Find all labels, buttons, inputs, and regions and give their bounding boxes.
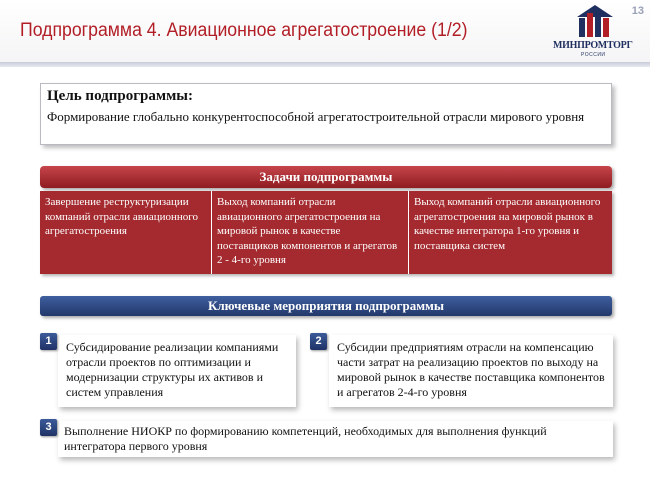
slide-title: Подпрограмма 4. Авиационное агрегатостроение (1/2)	[20, 20, 468, 41]
goal-title: Цель подпрограммы:	[47, 88, 194, 104]
ministry-logo	[553, 3, 633, 63]
page-number: 13	[631, 5, 644, 17]
slide-header	[0, 0, 650, 66]
logo-text: МИНПРОМТОРГ	[553, 40, 633, 51]
measure-card	[329, 335, 613, 407]
measure-text: Субсидирование реализации компаниями отрасли проектов по оптимизации и модернизации структуры их активов и систем управления	[66, 340, 279, 399]
measures-header: Ключевые мероприятия подпрограммы	[40, 296, 612, 316]
measure-card	[58, 335, 296, 407]
goal-text: Формирование глобально конкурентоспособной агрегатостроительной отрасли мирового уровня	[47, 109, 585, 124]
logo-emblem-icon	[575, 3, 615, 37]
task-cell: Выход компаний отрасли авиационного агрегатостроения на мировой рынок в качестве поставщиков компонентов и агрегатов 2 - 4-го уровня	[211, 191, 408, 274]
measure-card	[58, 421, 613, 457]
measure-text: Субсидии предприятиям отрасли на компенсацию части затрат на реализацию проектов по выходу на мировой рынок в качестве поставщика компонентов и агрегатов 2-4-го уровня	[337, 340, 605, 399]
tasks-table	[40, 191, 612, 274]
goal-box	[40, 83, 612, 145]
logo-subtext: РОССИИ	[581, 52, 606, 58]
task-cell: Выход компаний отрасли авиационного агрегатостроения на мировой рынок в качестве интегратора 1-го уровня и поставщика систем	[408, 191, 612, 274]
task-cell: Завершение реструктуризации компаний отрасли авиационного агрегатостроения	[45, 196, 199, 237]
measure-number-badge: 3	[40, 419, 57, 436]
measure-number-badge: 1	[40, 333, 57, 350]
measure-text: Выполнение НИОКР по формированию компетенций, необходимых для выполнения функций интегратора первого уровня	[64, 424, 547, 453]
measure-number-badge: 2	[310, 333, 327, 350]
header-divider	[0, 62, 650, 67]
tasks-header: Задачи подпрограммы	[40, 166, 612, 188]
